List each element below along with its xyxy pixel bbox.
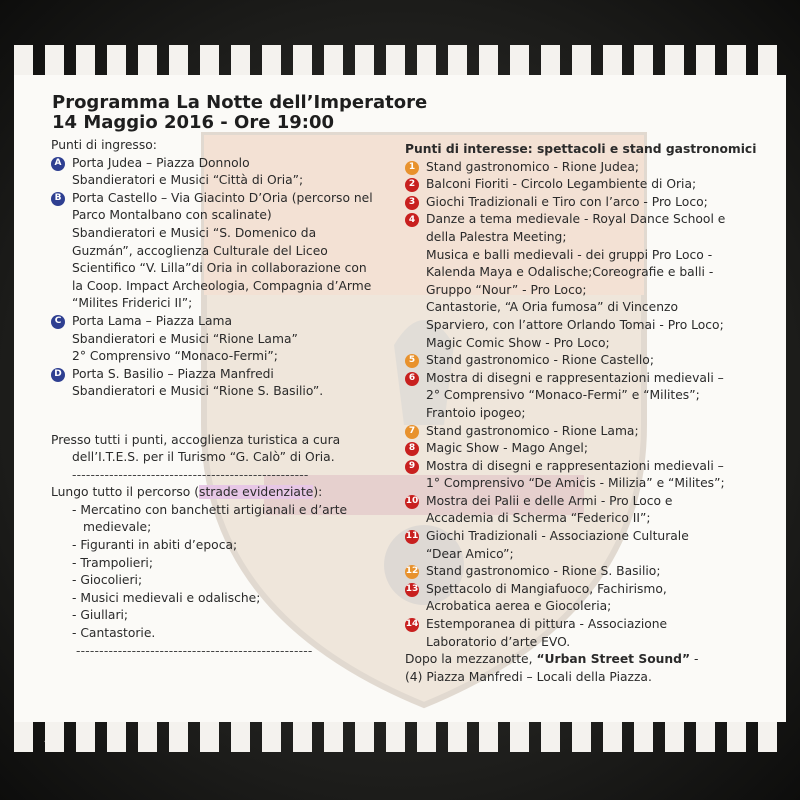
interest-point-badge: 2 xyxy=(405,178,419,192)
film-perforation-hole xyxy=(138,722,157,752)
film-perforation-hole xyxy=(76,722,95,752)
film-perforation-hole xyxy=(417,722,436,752)
interest-point-line xyxy=(405,370,780,388)
percorso-intro-close: ): xyxy=(313,485,323,500)
interest-point-badge: 1 xyxy=(405,161,419,175)
interest-point-text: Stand gastronomico - Rione Judea; xyxy=(426,159,640,174)
film-perforation-hole xyxy=(448,722,467,752)
interest-point-badge: 11 xyxy=(405,530,419,544)
interest-point-text: Laboratorio d’arte EVO. xyxy=(426,634,571,649)
entry-point-line xyxy=(51,207,381,225)
percorso-item: - Giullari; xyxy=(72,608,129,623)
film-perforation-hole xyxy=(355,722,374,752)
film-perforation-hole xyxy=(14,722,33,752)
interest-point-line xyxy=(405,440,780,458)
interest-point-text: Spettacolo di Mangiafuoco, Fachirismo, xyxy=(426,581,667,596)
film-perforation-hole xyxy=(293,45,312,75)
after-midnight-text: Dopo la mezzanotte, xyxy=(405,652,537,667)
film-perforation-hole xyxy=(200,45,219,75)
film-perforation-hole xyxy=(107,45,126,75)
film-perforation-hole xyxy=(510,722,529,752)
interest-point-line xyxy=(405,335,780,353)
interest-point-badge: 7 xyxy=(405,425,419,439)
title-line-1: Programma La Notte dell’Imperatore xyxy=(52,92,428,113)
film-perforation-hole xyxy=(200,722,219,752)
interest-point-badge: 10 xyxy=(405,495,419,509)
interest-points-column xyxy=(405,141,780,686)
entry-point-line xyxy=(51,348,381,366)
film-perforation-hole xyxy=(479,722,498,752)
entry-point-text: Guzmán”, accoglienza Culturale del Liceo xyxy=(72,243,328,258)
interest-point-text: Stand gastronomico - Rione S. Basilio; xyxy=(426,564,661,579)
interest-point-text: Sparviero, con l’attore Orlando Tomai - Pro Loco; xyxy=(426,317,724,332)
interest-point-text: della Palestra Meeting; xyxy=(426,229,567,244)
film-perforation-hole xyxy=(758,722,777,752)
interest-point-text: Accademia di Scherma “Federico II”; xyxy=(426,511,651,526)
interest-point-line xyxy=(405,229,780,247)
film-perforation-hole xyxy=(541,45,560,75)
after-midnight-dash: - xyxy=(690,652,699,667)
film-perforation-hole xyxy=(231,722,250,752)
interest-point-line xyxy=(405,159,780,177)
film-perforation-hole xyxy=(665,722,684,752)
interest-point-text: Danze a tema medievale - Royal Dance School e xyxy=(426,212,726,227)
entry-point-text: 2° Comprensivo “Monaco-Fermi”; xyxy=(72,349,278,364)
film-perforation-hole xyxy=(324,722,343,752)
percorso-list xyxy=(51,502,381,643)
interest-point-text: Gruppo “Nour” - Pro Loco; xyxy=(426,282,587,297)
entry-point-text: “Milites Friderici II”; xyxy=(72,296,193,311)
entry-point-text: Sbandieratori e Musici “S. Domenico da xyxy=(72,225,317,240)
divider-2: --------------------------------------------------- xyxy=(76,643,313,658)
film-perforation-hole xyxy=(541,722,560,752)
interest-point-badge: 9 xyxy=(405,460,419,474)
interest-point-badge: 5 xyxy=(405,354,419,368)
entry-heading: Punti di ingresso: xyxy=(51,138,157,152)
film-perforation-hole xyxy=(603,45,622,75)
interest-point-line xyxy=(405,598,780,616)
entry-point-text: Porta Castello – Via Giacinto D’Oria (percorso nel xyxy=(72,190,373,205)
divider-1: --------------------------------------------------- xyxy=(72,467,309,482)
film-perforation-hole xyxy=(448,45,467,75)
entry-point-line xyxy=(51,172,381,190)
interest-point-line xyxy=(405,458,780,476)
interest-point-text: Stand gastronomico - Rione Castello; xyxy=(426,353,654,368)
entry-point-text: Porta Judea – Piazza Donnolo xyxy=(72,155,250,170)
program-title xyxy=(52,93,427,133)
interest-point-text: “Dear Amico”; xyxy=(426,546,514,561)
percorso-item: - Giocolieri; xyxy=(72,573,143,588)
interest-point-text: Balconi Fioriti - Circolo Legambiente di Oria; xyxy=(426,177,697,192)
interest-point-text: Acrobatica aerea e Giocoleria; xyxy=(426,599,612,614)
film-perforation-hole xyxy=(262,722,281,752)
interest-point-line xyxy=(405,247,780,265)
entry-point-text: Scientifico “V. Lilla”di Oria in collaborazione con xyxy=(72,261,367,276)
film-perforation-hole xyxy=(355,45,374,75)
interest-point-text: Magic Show - Mago Angel; xyxy=(426,441,588,456)
percorso-intro-text: Lungo tutto il percorso ( xyxy=(51,485,200,500)
interest-points-list xyxy=(405,159,780,652)
interest-point-text: Musica e balli medievali - dei gruppi Pro Loco - xyxy=(426,247,713,262)
interest-point-text: Giochi Tradizionali e Tiro con l’arco - Pro Loco; xyxy=(426,194,708,209)
entry-point-text: Parco Montalbano con scalinate) xyxy=(72,208,272,223)
interest-point-line xyxy=(405,493,780,511)
film-perforation-hole xyxy=(603,722,622,752)
interest-point-line xyxy=(405,581,780,599)
interest-point-line xyxy=(405,387,780,405)
entry-point-line xyxy=(51,225,381,243)
entry-point-text: Porta Lama – Piazza Lama xyxy=(72,313,233,328)
film-perforation-hole xyxy=(324,45,343,75)
film-perforation-hole xyxy=(169,722,188,752)
film-perforation-hole xyxy=(45,45,64,75)
interest-heading: Punti di interesse: spettacoli e stand gastronomici xyxy=(405,142,757,156)
film-perforation-hole xyxy=(572,45,591,75)
interest-point-line xyxy=(405,634,780,652)
film-perforation-hole xyxy=(510,45,529,75)
film-perforation-hole xyxy=(727,722,746,752)
film-perforation-hole xyxy=(479,45,498,75)
film-perforation-hole xyxy=(107,722,126,752)
interest-point-line xyxy=(405,176,780,194)
film-perforation-hole xyxy=(14,45,33,75)
interest-point-text: Magic Comic Show - Pro Loco; xyxy=(426,335,610,350)
film-perforation-hole xyxy=(76,45,95,75)
film-perforation-hole xyxy=(417,45,436,75)
interest-point-text: Mostra dei Palii e delle Armi - Pro Loco e xyxy=(426,493,673,508)
entry-point-line xyxy=(51,366,381,384)
after-midnight-line xyxy=(405,651,780,669)
interest-point-badge: 12 xyxy=(405,565,419,579)
entry-point-text: Porta S. Basilio – Piazza Manfredi xyxy=(72,366,274,381)
interest-point-line xyxy=(405,528,780,546)
percorso-item: medievale; xyxy=(83,520,152,535)
interest-point-line xyxy=(405,264,780,282)
percorso-item: - Cantastorie. xyxy=(72,626,156,641)
interest-point-badge: 8 xyxy=(405,442,419,456)
entry-points-column xyxy=(51,137,381,660)
film-perforation-hole xyxy=(262,45,281,75)
percorso-item: - Trampolieri; xyxy=(72,555,153,570)
percorso-intro xyxy=(51,484,381,502)
interest-point-line xyxy=(405,194,780,212)
interest-point-line xyxy=(405,405,780,423)
entry-point-line xyxy=(51,155,381,173)
film-perforation-hole xyxy=(138,45,157,75)
entry-point-text: Sbandieratori e Musici “Città di Oria”; xyxy=(72,173,304,188)
title-line-2: 14 Maggio 2016 - Ore 19:00 xyxy=(52,112,334,133)
entry-point-line xyxy=(51,313,381,331)
film-perforation-hole xyxy=(231,45,250,75)
entry-point-badge: B xyxy=(51,192,65,206)
interest-point-text: Estemporanea di pittura - Associazione xyxy=(426,617,668,632)
interest-point-line xyxy=(405,282,780,300)
film-perforation-hole xyxy=(634,722,653,752)
film-perforation-hole xyxy=(572,722,591,752)
entry-points-list xyxy=(51,155,381,401)
entry-point-line xyxy=(51,383,381,401)
interest-point-text: Kalenda Maya e Odalische;Coreografie e balli - xyxy=(426,265,714,280)
entry-point-text: Sbandieratori e Musici “Rione S. Basilio”. xyxy=(72,384,324,399)
program-sheet xyxy=(14,75,786,722)
film-perforation-hole xyxy=(758,45,777,75)
film-perforation-hole xyxy=(386,45,405,75)
entry-point-line xyxy=(51,243,381,261)
film-perforation-hole xyxy=(696,45,715,75)
percorso-item: - Musici medievali e odalische; xyxy=(72,590,261,605)
interest-point-text: Mostra di disegni e rappresentazioni medievali – xyxy=(426,370,724,385)
entry-point-text: la Coop. Impact Archeologia, Compagnia d’Arme xyxy=(72,278,372,293)
film-perforation-hole xyxy=(665,45,684,75)
interest-point-badge: 4 xyxy=(405,213,419,227)
entry-point-line xyxy=(51,278,381,296)
entry-point-line xyxy=(51,260,381,278)
entry-point-line xyxy=(51,331,381,349)
interest-point-line xyxy=(405,546,780,564)
presso-line-2: dell’I.T.E.S. per il Turismo “G. Calò” di Oria. xyxy=(72,450,335,465)
film-perforation-hole xyxy=(634,45,653,75)
entry-point-text: Sbandieratori e Musici “Rione Lama” xyxy=(72,331,298,346)
entry-point-badge: A xyxy=(51,157,65,171)
interest-point-line xyxy=(405,510,780,528)
interest-point-text: 1° Comprensivo “De Amicis - Milizia” e “Milites”; xyxy=(426,476,725,491)
film-perforations-bottom xyxy=(0,722,800,752)
interest-point-line xyxy=(405,475,780,493)
entry-point-line xyxy=(51,190,381,208)
interest-point-line xyxy=(405,563,780,581)
entry-point-line xyxy=(51,295,381,313)
interest-point-line xyxy=(405,423,780,441)
page-number: 4 xyxy=(44,730,56,749)
interest-point-line xyxy=(405,299,780,317)
interest-point-text: Frantoio ipogeo; xyxy=(426,405,526,420)
urban-street-sound: “Urban Street Sound” xyxy=(536,652,691,667)
interest-point-badge: 3 xyxy=(405,196,419,210)
final-location-line: (4) Piazza Manfredi – Locali della Piazza. xyxy=(405,669,652,684)
film-perforations-top xyxy=(0,45,800,75)
interest-point-line xyxy=(405,616,780,634)
film-perforation-hole xyxy=(169,45,188,75)
interest-point-line xyxy=(405,211,780,229)
interest-point-text: Mostra di disegni e rappresentazioni medievali – xyxy=(426,458,724,473)
film-perforation-hole xyxy=(293,722,312,752)
presso-line-1: Presso tutti i punti, accoglienza turistica a cura xyxy=(51,432,341,447)
interest-point-line xyxy=(405,317,780,335)
interest-point-text: Giochi Tradizionali - Associazione Culturale xyxy=(426,529,689,544)
highlighted-streets-label: strade evidenziate xyxy=(199,485,314,500)
percorso-item: - Figuranti in abiti d’epoca; xyxy=(72,538,238,553)
entry-point-badge: D xyxy=(51,368,65,382)
interest-point-badge: 14 xyxy=(405,618,419,632)
interest-point-badge: 13 xyxy=(405,583,419,597)
interest-point-text: Stand gastronomico - Rione Lama; xyxy=(426,423,639,438)
film-perforation-hole xyxy=(696,722,715,752)
interest-point-text: Cantastorie, “A Oria fumosa” di Vincenzo xyxy=(426,300,679,315)
interest-point-text: 2° Comprensivo “Monaco-Fermi” e “Milites”; xyxy=(426,388,700,403)
interest-point-line xyxy=(405,352,780,370)
film-perforation-hole xyxy=(727,45,746,75)
film-perforation-hole xyxy=(386,722,405,752)
interest-point-badge: 6 xyxy=(405,372,419,386)
entry-point-badge: C xyxy=(51,315,65,329)
percorso-item: - Mercatino con banchetti artigianali e d’arte xyxy=(72,502,348,517)
